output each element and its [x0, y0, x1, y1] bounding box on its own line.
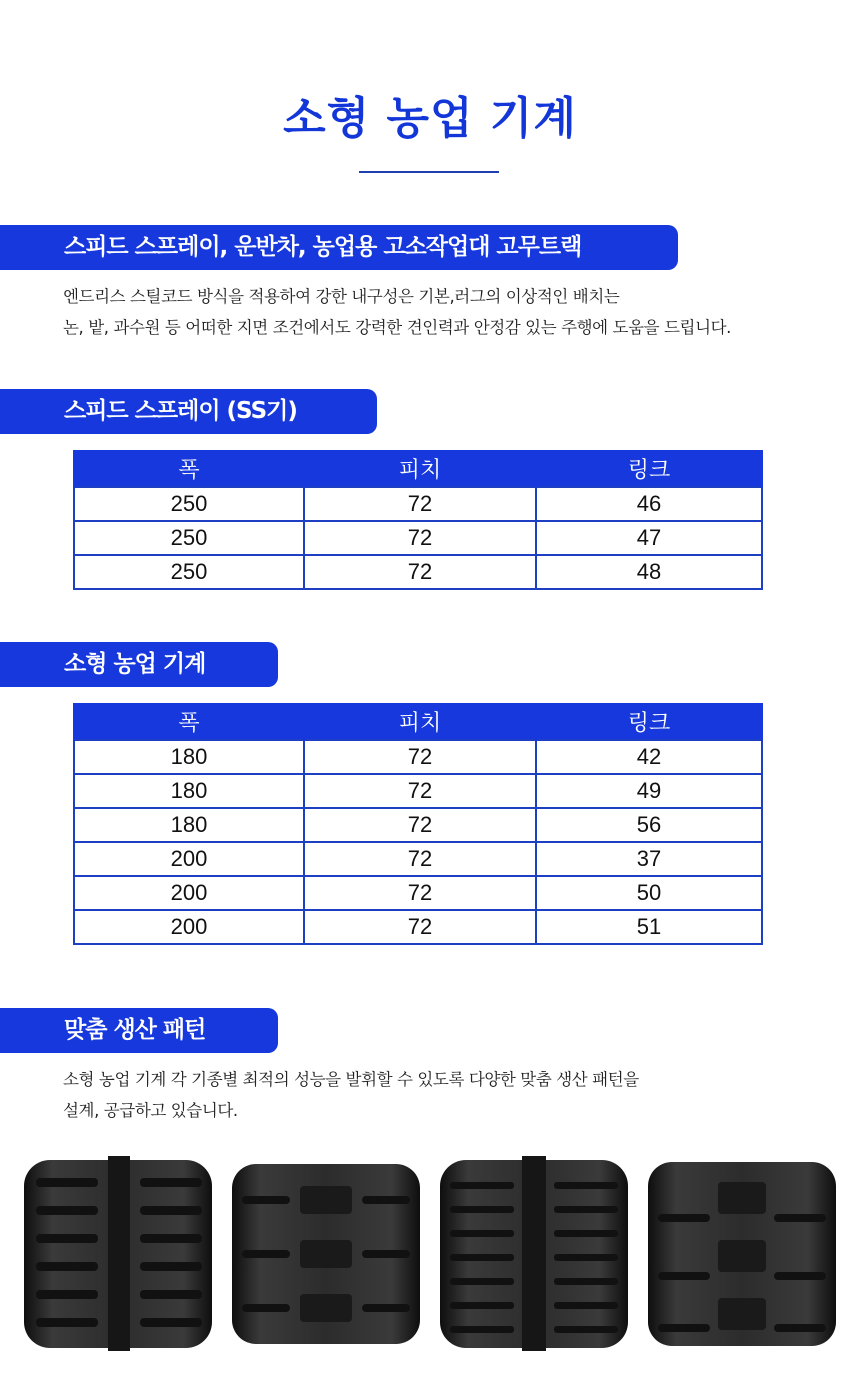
column-header-pitch: 피치 [304, 703, 536, 740]
table-row [74, 521, 762, 555]
speed-spray-spec-table [73, 450, 763, 590]
rubber-track-pattern-3 [440, 1156, 628, 1351]
cell-width: 250 [74, 555, 304, 589]
rubber-track-images [20, 1156, 840, 1351]
table-row [74, 876, 762, 910]
custom-paragraph [63, 1064, 639, 1126]
section-heading-small-farm: 소형 농업 기계 [0, 642, 278, 687]
column-header-width: 폭 [74, 703, 304, 740]
cell-link: 56 [536, 808, 762, 842]
intro-line-1: 엔드리스 스틸코드 방식을 적용하여 강한 내구성은 기본,러그의 이상적인 배치는 [63, 287, 620, 306]
cell-width: 200 [74, 842, 304, 876]
cell-link: 42 [536, 740, 762, 774]
cell-pitch: 72 [304, 740, 536, 774]
column-header-link: 링크 [536, 703, 762, 740]
section-heading-intro: 스피드 스프레이, 운반차, 농업용 고소작업대 고무트랙 [0, 225, 678, 270]
cell-width: 180 [74, 774, 304, 808]
cell-width: 180 [74, 740, 304, 774]
table-row [74, 910, 762, 944]
cell-pitch: 72 [304, 487, 536, 521]
cell-width: 180 [74, 808, 304, 842]
table-header-row [74, 450, 762, 487]
custom-line-1: 소형 농업 기계 각 기종별 최적의 성능을 발휘할 수 있도록 다양한 맞춤 생산 패턴을 [63, 1070, 639, 1089]
custom-line-2: 설계, 공급하고 있습니다. [63, 1101, 238, 1120]
table-row [74, 808, 762, 842]
table-row [74, 487, 762, 521]
table-row [74, 842, 762, 876]
cell-link: 47 [536, 521, 762, 555]
cell-width: 200 [74, 910, 304, 944]
cell-link: 50 [536, 876, 762, 910]
cell-link: 46 [536, 487, 762, 521]
intro-paragraph [63, 281, 731, 343]
table-row [74, 555, 762, 589]
cell-pitch: 72 [304, 876, 536, 910]
cell-pitch: 72 [304, 774, 536, 808]
cell-pitch: 72 [304, 521, 536, 555]
table-row [74, 740, 762, 774]
cell-link: 48 [536, 555, 762, 589]
rubber-track-pattern-4 [648, 1162, 836, 1346]
column-header-pitch: 피치 [304, 450, 536, 487]
section-heading-speed-spray: 스피드 스프레이 (SS기) [0, 389, 377, 434]
title-divider [359, 171, 499, 173]
cell-pitch: 72 [304, 808, 536, 842]
page-title: 소형 농업 기계 [283, 93, 577, 144]
cell-width: 250 [74, 487, 304, 521]
small-farm-spec-table [73, 703, 763, 945]
intro-line-2: 논, 밭, 과수원 등 어떠한 지면 조건에서도 강력한 견인력과 안정감 있는 주행에 도움을 드립니다. [63, 318, 732, 337]
cell-link: 51 [536, 910, 762, 944]
cell-pitch: 72 [304, 910, 536, 944]
table-header-row [74, 703, 762, 740]
cell-link: 37 [536, 842, 762, 876]
cell-pitch: 72 [304, 842, 536, 876]
column-header-width: 폭 [74, 450, 304, 487]
section-heading-custom: 맞춤 생산 패턴 [0, 1008, 278, 1053]
table-row [74, 774, 762, 808]
cell-link: 49 [536, 774, 762, 808]
cell-pitch: 72 [304, 555, 536, 589]
rubber-track-pattern-1 [24, 1156, 212, 1351]
column-header-link: 링크 [536, 450, 762, 487]
cell-width: 200 [74, 876, 304, 910]
rubber-track-pattern-2 [232, 1164, 420, 1344]
cell-width: 250 [74, 521, 304, 555]
